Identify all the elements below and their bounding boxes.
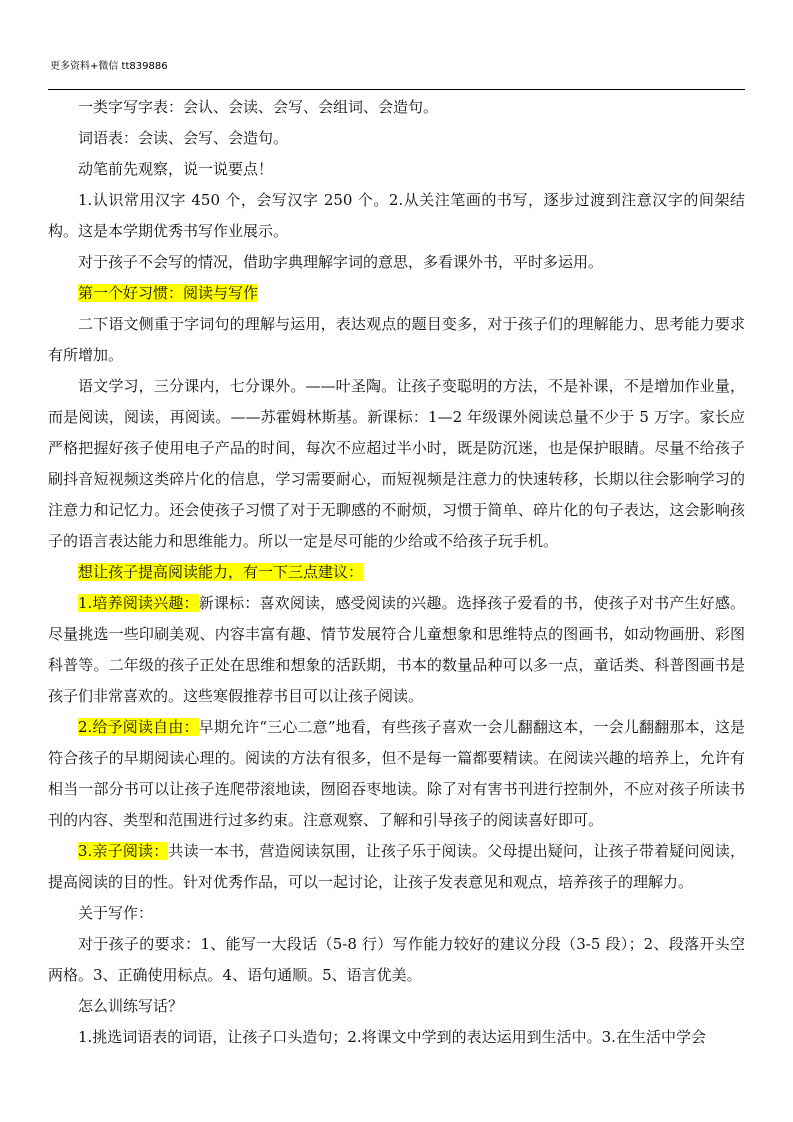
highlighted-label: 2.给予阅读自由： <box>78 718 199 736</box>
highlighted-label: 1.培养阅读兴趣： <box>78 594 199 612</box>
paragraph: 3.亲子阅读：共读一本书，营造阅读氛围，让孩子乐于阅读。父母提出疑问，让孩子带着疑问阅读，提高阅读的目的性。针对优秀作品，可以一起讨论，让孩子发表意见和观点，培养孩子的理解力。 <box>48 842 745 891</box>
paragraph: 词语表：会读、会写、会造句。 <box>78 129 289 147</box>
paragraph: 对于孩子的要求：1、能写一大段话（5-8 行）写作能力较好的建议分段（3-5 段）；2、段落开头空两格。3、正确使用标点。4、语句通顺。5、语言优美。 <box>48 935 745 984</box>
paragraph: 动笔前先观察，说一说要点！ <box>78 160 274 178</box>
highlighted-heading: 想让孩子提高阅读能力，有一下三点建议： <box>78 563 364 581</box>
paragraph: 一类字写字表：会认、会读、会写、会组词、会造句。 <box>78 98 439 116</box>
paragraph: 1.认识常用汉字 450 个，会写汉字 250 个。2.从关注笔画的书写，逐步过渡到注意汉字的间架结构。这是本学期优秀书写作业展示。 <box>48 191 745 240</box>
paragraph: 怎么训练写话？ <box>78 997 184 1015</box>
header-text: 更多资料+微信 tt839886 <box>50 61 168 72</box>
paragraph: 1.挑选词语表的词语，让孩子口头造句；2.将课文中学到的表达运用到生活中。3.在生活中学会 <box>78 1028 706 1046</box>
header-rule <box>48 89 745 90</box>
paragraph: 对于孩子不会写的情况，借助字典理解字词的意思，多看课外书，平时多运用。 <box>78 253 604 271</box>
paragraph: 1.培养阅读兴趣：新课标：喜欢阅读，感受阅读的兴趣。选择孩子爱看的书，使孩子对书产生好感。尽量挑选一些印刷美观、内容丰富有趣、情节发展符合儿童想象和思维特点的图画书，如动物画册、彩图科普等。二年级的孩子正处在思维和想象的活跃期，书本的数量品种可以多一点，童话类、科普图画书是孩子们非常喜欢的。这些寒假推荐书目可以让孩子阅读。 <box>48 594 745 705</box>
paragraph: 2.给予阅读自由：早期允许“三心二意”地看，有些孩子喜欢一会儿翻翻这本，一会儿翻翻那本，这是符合孩子的早期阅读心理的。阅读的方法有很多，但不是每一篇都要精读。在阅读兴趣的培养上，允许有相当一部分书可以让孩子连爬带滚地读，囫囵吞枣地读。除了对有害书刊进行控制外，不应对孩子所读书刊的内容、类型和范围进行过多约束。注意观察、了解和引导孩子的阅读喜好即可。 <box>48 718 746 829</box>
paragraph: 关于写作： <box>78 904 154 922</box>
highlighted-label: 3.亲子阅读： <box>78 842 169 860</box>
section-heading <box>48 278 745 309</box>
section-heading <box>48 557 745 588</box>
document-body <box>48 92 745 1053</box>
paragraph: 二下语文侧重于字词句的理解与运用，表达观点的题目变多，对于孩子们的理解能力、思考能力要求有所增加。 <box>48 315 745 364</box>
paragraph: 语文学习，三分课内，七分课外。——叶圣陶。让孩子变聪明的方法，不是补课，不是增加作业量，而是阅读，阅读，再阅读。——苏霍姆林斯基。新课标：1—2 年级课外阅读总量不少于 5 万字。家长应严格把握好孩子使用电子产品的时间，每次不应超过半小时，既是防沉迷，也是保护眼睛。尽量不给孩子刷抖音短视频这类碎片化的信息，学习需要耐心，而短视频是注意力的快速转移，长期以往会影响学习的注意力和记忆力。还会使孩子习惯了对于无聊感的不耐烦，习惯于简单、碎片化的句子表达，这会影响孩子的语言表达能力和思维能力。所以一定是尽可能的少给或不给孩子玩手机。 <box>48 377 745 550</box>
highlighted-heading: 第一个好习惯：阅读与写作 <box>78 284 259 302</box>
